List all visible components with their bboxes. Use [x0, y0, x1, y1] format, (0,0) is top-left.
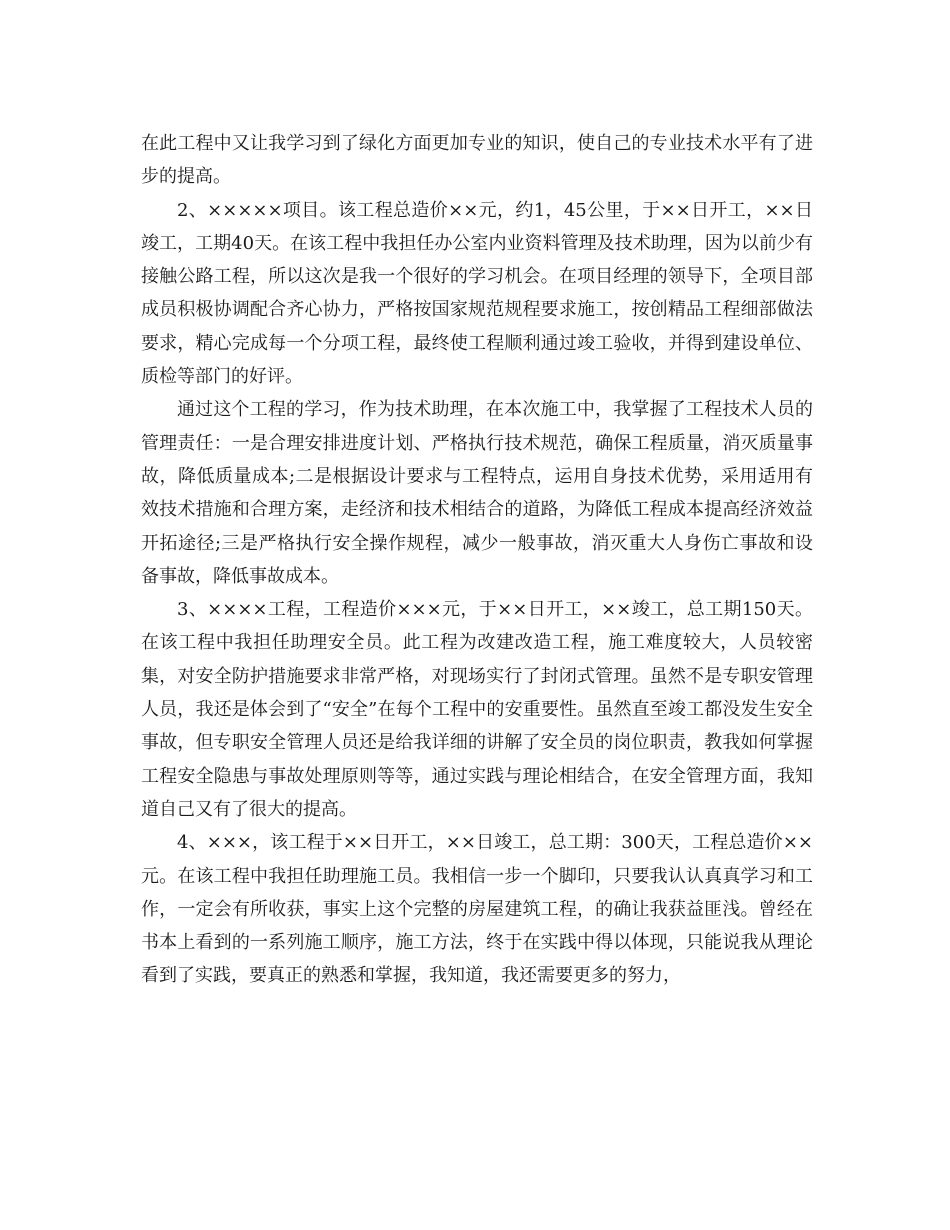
- paragraph-2: 2、×××××项目。该工程总造价××元，约1，45公里，于××日开工，××日竣工，工期40天。在该工程中我担任办公室内业资料管理及技术助理，因为以前少有接触公路工程，所以这次是我一个很好的学习机会。在项目经理的领导下，全项目部成员积极协调配合齐心协力，严格按国家规范规程要求施工，按创精品工程细部做法要求，精心完成每一个分项工程，最终使工程顺利通过竣工验收，并得到建设单位、质检等部门的好评。: [141, 199, 813, 388]
- paragraph-4: 3、××××工程，工程造价×××元，于××日开工，××竣工，总工期150天。在该工程中我担任助理安全员。此工程为改建改造工程，施工难度较大，人员较密集，对安全防护措施要求非常严格，对现场实行了封闭式管理。虽然不是专职安管理人员，我还是体会到了“安全”在每个工程中的安重要性。虽然直至竣工都没发生安全事故，但专职安全管理人员还是给我详细的讲解了安全员的岗位职责，教我如何掌握工程安全隐患与事故处理原则等等，通过实践与理论相结合，在安全管理方面，我知道自己又有了很大的提高。: [141, 599, 813, 820]
- paragraph-5: 4、×××，该工程于××日开工，××日竣工，总工期：300天，工程总造价××元。在该工程中我担任助理施工员。我相信一步一个脚印，只要我认认真真学习和工作，一定会有所收获，事实上这个完整的房屋建筑工程，的确让我获益匪浅。曾经在书本上看到的一系列施工顺序，施工方法，终于在实践中得以体现，只能说我从理论看到了实践，要真正的熟悉和掌握，我知道，我还需要更多的努力，: [141, 832, 813, 987]
- paragraph-1: 在此工程中又让我学习到了绿化方面更加专业的知识，使自己的专业技术水平有了进步的提高。: [141, 133, 813, 188]
- document-body: [141, 127, 813, 993]
- paragraph-3: 通过这个工程的学习，作为技术助理，在本次施工中，我掌握了工程技术人员的管理责任：一是合理安排进度计划、严格执行技术规范，确保工程质量，消灭质量事故，降低质量成本;二是根据设计要求与工程特点，运用自身技术优势，采用适用有效技术措施和合理方案，走经济和技术相结合的道路，为降低工程成本提高经济效益开拓途径;三是严格执行安全操作规程，减少一般事故，消灭重大人身伤亡事故和设备事故，降低事故成本。: [141, 399, 813, 587]
